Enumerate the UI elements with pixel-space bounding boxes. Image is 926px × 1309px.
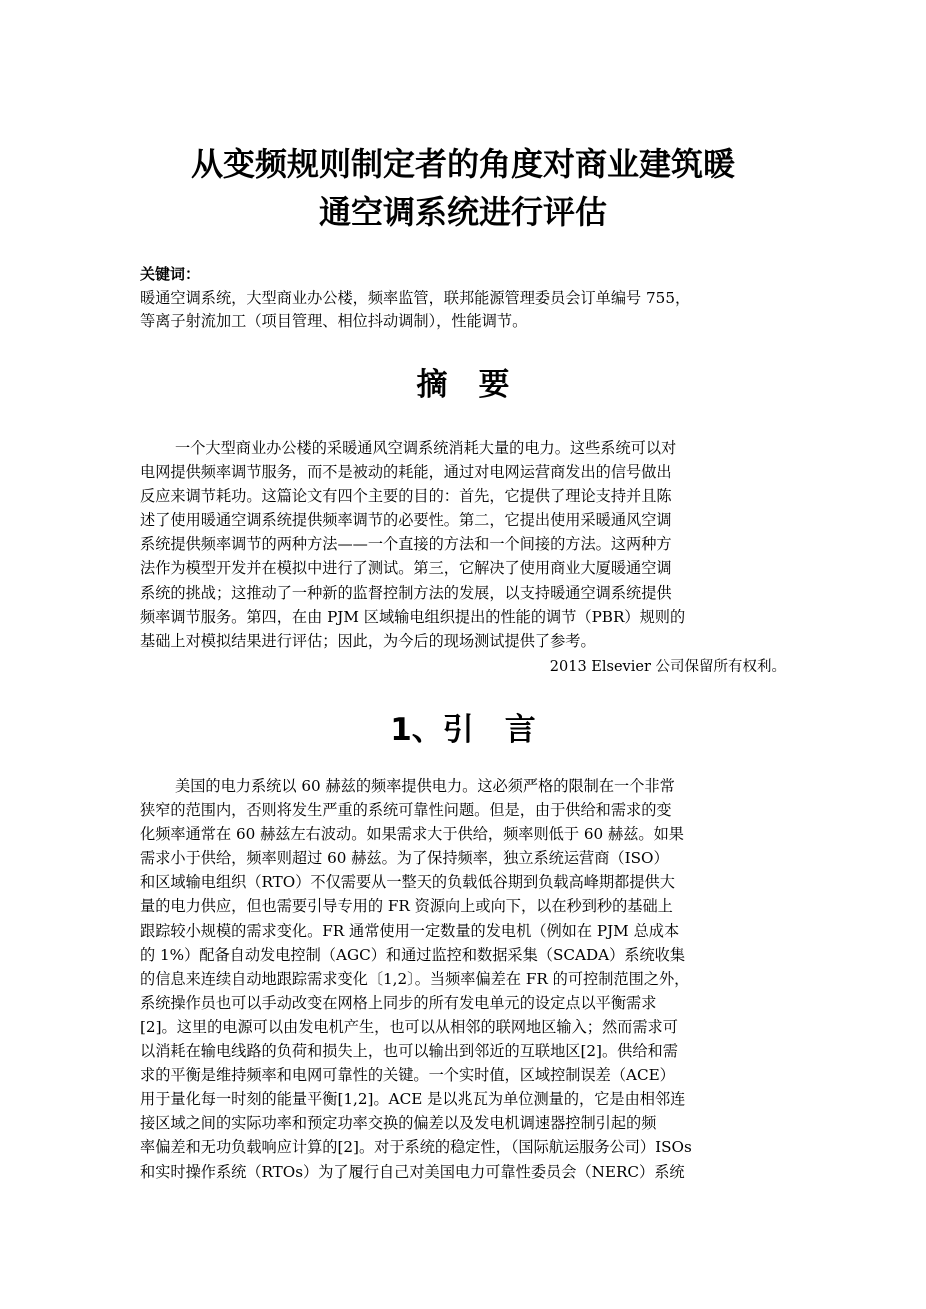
introduction-line: 用于量化每一时刻的能量平衡[1,2]。ACE 是以兆瓦为单位测量的，它是由相邻连 xyxy=(140,1090,686,1109)
abstract-line: 系统的挑战；这推动了一种新的监督控制方法的发展，以支持暖通空调系统提供 xyxy=(140,583,672,602)
abstract-heading: 摘 要 xyxy=(416,367,510,403)
abstract-line: 频率调节服务。第四，在由 PJM 区域输电组织提出的性能的调节（PBR）规则的 xyxy=(140,607,686,626)
introduction-line: 和区域输电组织（RTO）不仅需要从一整天的负载低谷期到负载高峰期都提供大 xyxy=(140,873,675,892)
abstract-line: 一个大型商业办公楼的采暖通风空调系统消耗大量的电力。这些系统可以对 xyxy=(175,439,677,457)
introduction-line: 美国的电力系统以 60 赫兹的频率提供电力。这必须严格的限制在一个非常 xyxy=(175,777,675,795)
introduction-line: 跟踪较小规模的需求变化。FR 通常使用一定数量的发电机（例如在 PJM 总成本 xyxy=(140,921,680,940)
paper-title-line-2: 通空调系统进行评估 xyxy=(318,193,607,231)
abstract-line: 反应来调节耗功。这篇论文有四个主要的目的：首先，它提供了理论支持并且陈 xyxy=(140,487,672,506)
keywords-label: 关键词： xyxy=(140,265,201,283)
paper-title xyxy=(140,140,786,236)
introduction-line: 的信息来连续自动地跟踪需求变化〔1,2〕。当频率偏差在 FR 的可控制范围之外， xyxy=(140,969,690,988)
abstract-line: 电网提供频率调节服务，而不是被动的耗能，通过对电网运营商发出的信号做出 xyxy=(140,463,672,482)
copyright-notice: 2013 Elsevier 公司保留所有权利。 xyxy=(549,659,786,675)
introduction-line: 化频率通常在 60 赫兹左右波动。如果需求大于供给，频率则低于 60 赫兹。如果 xyxy=(140,825,684,844)
introduction-line: [2]。这里的电源可以由发电机产生，也可以从相邻的联网地区输入；然而需求可 xyxy=(140,1017,678,1036)
abstract-paragraph xyxy=(140,436,790,653)
introduction-line: 接区域之间的实际功率和预定功率交换的偏差以及发电机调速器控制引起的频 xyxy=(140,1114,657,1133)
introduction-paragraph xyxy=(140,774,790,1184)
introduction-heading: 1、引 言 xyxy=(390,712,536,748)
abstract-line: 基础上对模拟结果进行评估；因此，为今后的现场测试提供了参考。 xyxy=(140,631,596,650)
abstract-line: 法作为模型开发并在模拟中进行了测试。第三，它解决了使用商业大厦暖通空调 xyxy=(140,559,672,578)
introduction-line: 率偏差和无功负载响应计算的[2]。对于系统的稳定性，（国际航运服务公司）ISOs xyxy=(140,1138,692,1157)
introduction-line: 狭窄的范围内，否则将发生严重的系统可靠性问题。但是，由于供给和需求的变 xyxy=(140,801,672,820)
keywords-text xyxy=(140,287,790,333)
paper-title-line-1: 从变频规则制定者的角度对商业建筑暖 xyxy=(190,145,735,183)
abstract-line: 述了使用暖通空调系统提供频率调节的必要性。第二，它提出使用采暖通风空调 xyxy=(140,511,672,530)
introduction-line: 系统操作员也可以手动改变在网格上同步的所有发电单元的设定点以平衡需求 xyxy=(140,993,657,1012)
introduction-line: 量的电力供应，但也需要引导专用的 FR 资源向上或向下，以在秒到秒的基础上 xyxy=(140,897,673,916)
introduction-line: 以消耗在输电线路的负荷和损失上，也可以输出到邻近的互联地区[2]。供给和需 xyxy=(140,1042,678,1061)
introduction-line: 需求小于供给，频率则超过 60 赫兹。为了保持频率，独立系统运营商（ISO） xyxy=(140,849,669,868)
introduction-line: 的 1%）配备自动发电控制（AGC）和通过监控和数据采集（SCADA）系统收集 xyxy=(140,945,686,964)
abstract-line: 系统提供频率调节的两种方法——一个直接的方法和一个间接的方法。这两种方 xyxy=(140,535,672,554)
keywords-line: 暖通空调系统，大型商业办公楼，频率监管，联邦能源管理委员会订单编号 755， xyxy=(140,289,691,307)
introduction-line: 求的平衡是维持频率和电网可靠性的关键。一个实时值，区域控制误差（ACE） xyxy=(140,1066,675,1085)
introduction-line: 和实时操作系统（RTOs）为了履行自己对美国电力可靠性委员会（NERC）系统 xyxy=(140,1162,685,1181)
keywords-line: 等离子射流加工（项目管理、相位抖动调制），性能调节。 xyxy=(140,312,528,330)
